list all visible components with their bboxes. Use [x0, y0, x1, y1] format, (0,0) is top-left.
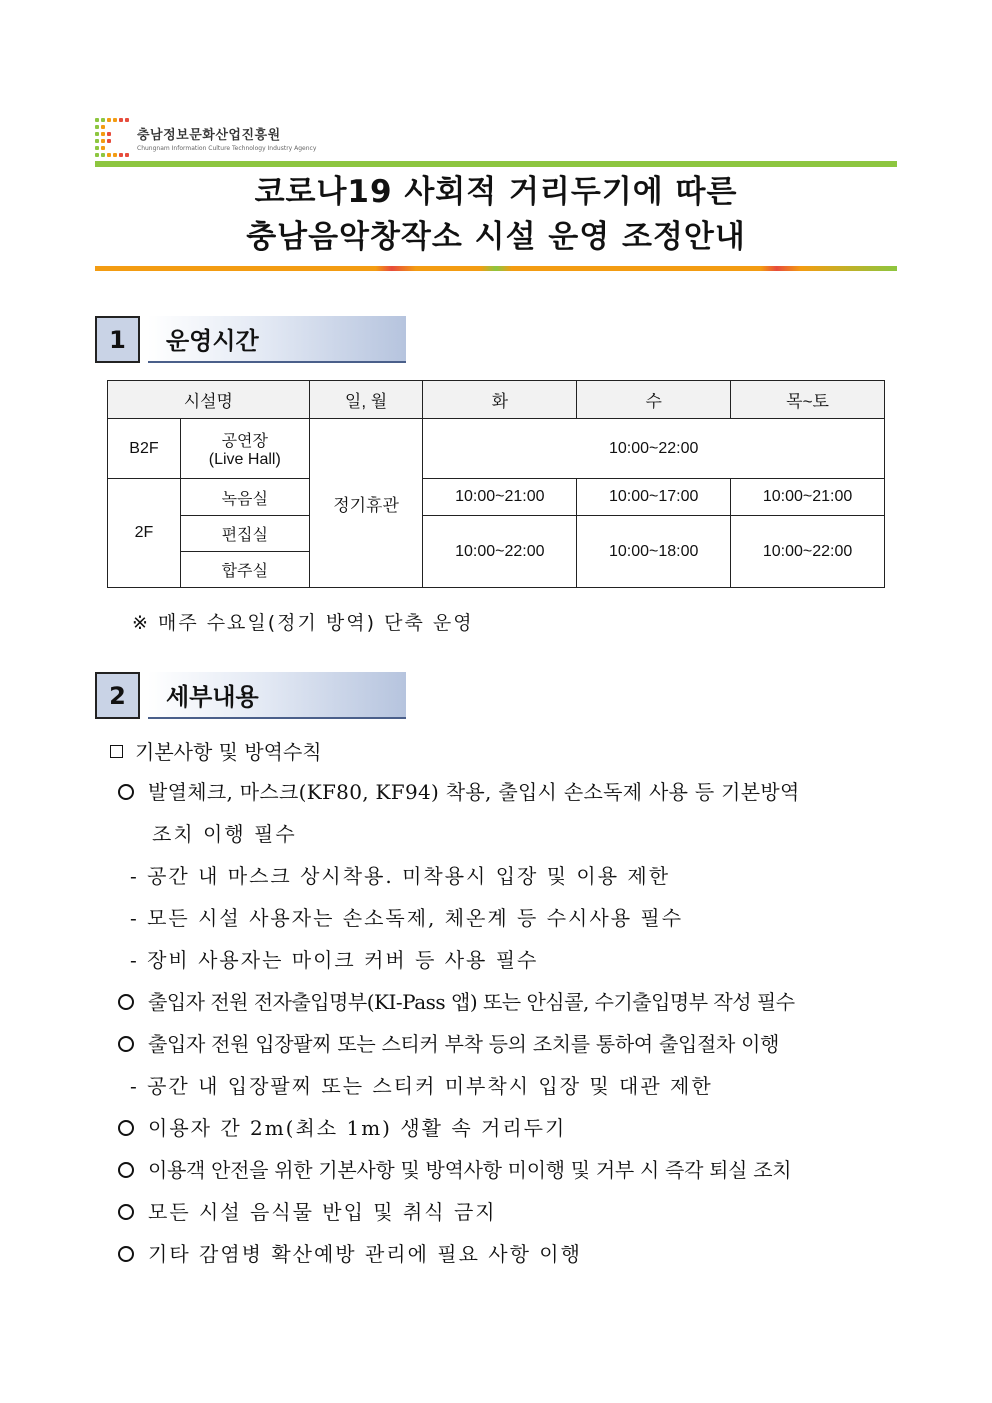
section-2-title: 세부내용: [148, 672, 406, 719]
square-bullet-icon: [110, 745, 123, 758]
recording-wed: 10:00~17:00: [577, 479, 731, 516]
details-heading: [110, 736, 322, 765]
room-editing: 편집실: [180, 516, 309, 552]
room-ensemble: 합주실: [180, 552, 309, 588]
editing-ensemble-tue: 10:00~22:00: [423, 516, 577, 588]
table-row-b2f: [108, 419, 885, 479]
table-row-editing: [108, 516, 885, 552]
header-tue: 화: [423, 381, 577, 419]
list-item: [118, 1028, 779, 1057]
operating-hours-table: [107, 380, 885, 588]
list-item: [118, 1238, 582, 1267]
list-item-text: 출입자 전원 입장팔찌 또는 스티커 부착 등의 조치를 통하여 출입절차 이행: [148, 1032, 780, 1056]
room-live-hall-line2: (Live Hall): [208, 451, 281, 468]
circle-bullet-icon: [118, 994, 134, 1010]
document-title: [95, 170, 897, 260]
circle-bullet-icon: [118, 1162, 134, 1178]
list-subitem: - 모든 시설 사용자는 손소독제, 체온계 등 수시사용 필수: [130, 906, 684, 930]
schedule-note: ※ 매주 수요일(정기 방역) 단축 운영: [132, 612, 474, 634]
list-item: [118, 1112, 566, 1141]
list-item: [118, 1196, 497, 1225]
list-item-text: 모든 시설 음식물 반입 및 취식 금지: [148, 1200, 497, 1224]
circle-bullet-icon: [118, 784, 134, 800]
title-top-rule: [95, 161, 897, 167]
logo-mark-icon: [95, 118, 129, 158]
recording-tue: 10:00~21:00: [423, 479, 577, 516]
list-item: [118, 1154, 791, 1183]
list-item: [118, 986, 795, 1015]
circle-bullet-icon: [118, 1246, 134, 1262]
header-wed: 수: [577, 381, 731, 419]
header-sun-mon: 일, 월: [309, 381, 423, 419]
room-live-hall-line1: 공연장: [221, 433, 268, 450]
closed-days-cell: 정기휴관: [309, 419, 423, 588]
section-2-number: 2: [95, 672, 140, 719]
list-item-text: 이용자 간 2m(최소 1m) 생활 속 거리두기: [148, 1116, 567, 1140]
org-name-en: Chungnam Information Culture Technology Industry Agency: [137, 145, 317, 152]
list-subitem: - 공간 내 입장팔찌 또는 스티커 미부착시 입장 및 대관 제한: [130, 1074, 713, 1098]
title-bottom-rule: [95, 266, 897, 271]
table-row-recording: [108, 479, 885, 516]
title-line-1: 코로나19 사회적 거리두기에 따른: [254, 174, 738, 210]
details-heading-text: 기본사항 및 방역수칙: [135, 740, 322, 764]
section-1-number: 1: [95, 316, 140, 363]
org-name-ko: 충남정보문화산업진흥원: [137, 128, 281, 143]
recording-thu-sat: 10:00~21:00: [731, 479, 885, 516]
floor-2f: 2F: [108, 479, 181, 588]
section-1-title: 운영시간: [148, 316, 406, 363]
circle-bullet-icon: [118, 1120, 134, 1136]
section-2-header: [95, 672, 406, 719]
circle-bullet-icon: [118, 1036, 134, 1052]
list-item-text: 발열체크, 마스크(KF80, KF94) 착용, 출입시 손소독제 사용 등 기본방역: [148, 780, 800, 804]
list-subitem: - 장비 사용자는 마이크 커버 등 사용 필수: [130, 948, 539, 972]
org-logo: [95, 118, 316, 158]
table-header-row: [108, 381, 885, 419]
editing-ensemble-wed: 10:00~18:00: [577, 516, 731, 588]
list-item-continuation: 조치 이행 필수: [152, 822, 297, 846]
b2f-hours: 10:00~22:00: [423, 419, 885, 479]
circle-bullet-icon: [118, 1204, 134, 1220]
header-thu-sat: 목~토: [731, 381, 885, 419]
room-recording: 녹음실: [180, 479, 309, 516]
editing-ensemble-thu-sat: 10:00~22:00: [731, 516, 885, 588]
title-line-2: 충남음악창작소 시설 운영 조정안내: [246, 219, 746, 255]
header-facility: 시설명: [108, 381, 310, 419]
list-item-text: 기타 감염병 확산예방 관리에 필요 사항 이행: [148, 1242, 582, 1266]
section-1-header: [95, 316, 406, 363]
list-item-text: 출입자 전원 전자출입명부(KI-Pass 앱) 또는 안심콜, 수기출입명부 작성 필수: [148, 990, 795, 1014]
floor-b2f: B2F: [108, 419, 181, 479]
list-item-text: 이용객 안전을 위한 기본사항 및 방역사항 미이행 및 거부 시 즉각 퇴실 조치: [148, 1158, 792, 1182]
room-live-hall: [180, 419, 309, 479]
list-item: [118, 776, 800, 805]
list-subitem: - 공간 내 마스크 상시착용. 미착용시 입장 및 이용 제한: [130, 864, 671, 888]
